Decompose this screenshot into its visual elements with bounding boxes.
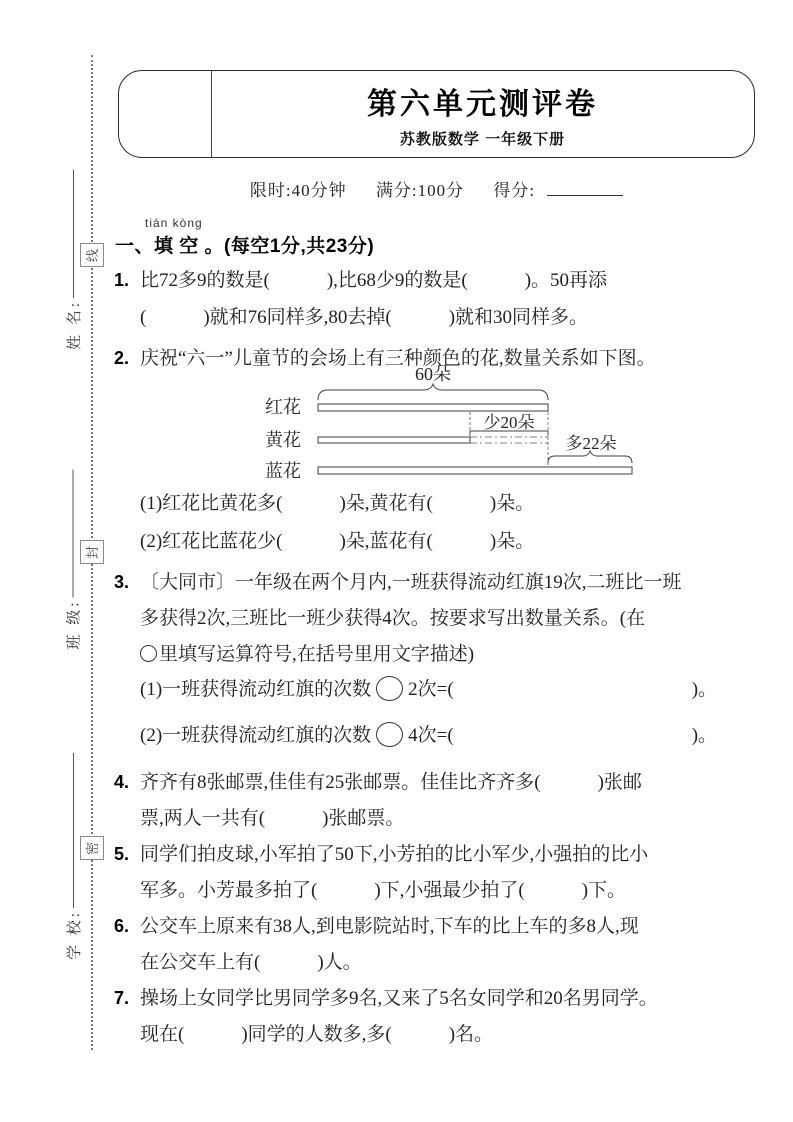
equation-operand: 4次=( — [408, 725, 454, 746]
question-number: 1. — [114, 270, 130, 290]
question-number: 3. — [114, 572, 130, 592]
question-text: 公交车上原来有38人,到电影院站时,下车的比上车的多8人,现 — [140, 916, 639, 937]
question-line: 票,两人一共有( )张邮票。 — [140, 808, 405, 829]
question-text: 齐齐有8张邮票,佳佳有25张邮票。佳佳比齐齐多( )张邮 — [140, 772, 642, 793]
equation-close: )。 — [691, 725, 718, 746]
student-class-field — [61, 447, 85, 650]
question-text: 庆祝“六一”儿童节的会场上有三种颜色的花,数量关系如下图。 — [140, 348, 656, 369]
question-line: ( )就和76同样多,80去掉( )就和30同样多。 — [140, 307, 589, 328]
equation-close: )。 — [691, 679, 718, 700]
total-brace — [318, 384, 548, 400]
name-field-line — [73, 170, 74, 298]
question-line — [114, 764, 759, 801]
question-line — [114, 564, 759, 601]
section-1-heading: 一、填 空 。(每空1分,共23分) — [115, 236, 375, 257]
paper-subtitle: 苏教版数学 一年级下册 — [399, 131, 566, 148]
question-3 — [114, 564, 759, 673]
more-label: 多22朵 — [565, 434, 617, 453]
equation-prefix: (1)一班获得流动红旗的次数 — [140, 679, 372, 700]
header-title-box — [118, 70, 755, 158]
question-7 — [114, 980, 759, 1053]
question-line: 多获得2次,三班比一班少获得4次。按要求写出数量关系。(在 — [140, 608, 646, 629]
question-number: 6. — [114, 916, 130, 936]
diagram-row-label-blue: 蓝花 — [265, 461, 301, 481]
question-text: 里填写运算符号,在括号里用文字描述) — [159, 644, 475, 665]
score-blank-line — [547, 182, 623, 196]
paper-title: 第六单元测评卷 — [367, 88, 598, 121]
operator-circle-icon — [376, 722, 403, 747]
operator-circle-icon — [376, 676, 403, 701]
diagram-row-label-yellow: 黄花 — [265, 430, 301, 450]
question-line: 军多。小芳最多拍了( )下,小强最少拍了( )下。 — [140, 880, 627, 901]
question-line: 在公交车上有( )人。 — [140, 952, 362, 973]
student-name-field — [61, 150, 85, 350]
question-text: 操场上女同学比男同学多9名,又来了5名女同学和20名男同学。 — [140, 988, 658, 1009]
question-line — [114, 262, 759, 299]
question-6 — [114, 908, 759, 981]
question-line — [114, 980, 759, 1017]
question-line — [114, 908, 759, 945]
question-number: 2. — [114, 348, 130, 368]
section-1-heading-block — [115, 216, 374, 258]
class-field-line — [72, 470, 73, 598]
yellow-flower-bar — [318, 437, 470, 443]
question-4 — [114, 764, 759, 837]
question-3-equation-2 — [114, 718, 759, 754]
equation-line — [114, 672, 759, 708]
question-1 — [114, 262, 759, 336]
student-school-field — [61, 730, 85, 960]
full-score-label: 满分:100分 — [375, 181, 465, 200]
operator-circle-icon — [140, 645, 157, 662]
equation-prefix: (2)一班获得流动红旗的次数 — [140, 725, 372, 746]
school-field-line — [73, 753, 74, 908]
question-line — [114, 637, 759, 673]
question-line: (1)红花比黄花多( )朵,黄花有( )朵。 — [140, 493, 535, 514]
pinyin-annotation: tián kòng — [145, 216, 203, 230]
question-number: 4. — [114, 772, 130, 792]
equation-line — [114, 718, 759, 754]
question-3-equation-1 — [114, 672, 759, 708]
diagram-row-label-red: 红花 — [265, 397, 301, 417]
class-field-label: 班 级: — [66, 599, 82, 650]
equation-operand: 2次=( — [408, 679, 454, 700]
red-flower-bar — [318, 404, 548, 411]
seal-char-label: 线 — [85, 248, 101, 262]
seal-char-label: 封 — [85, 545, 101, 559]
question-number: 5. — [114, 844, 130, 864]
question-2-sub-1 — [114, 486, 759, 522]
question-number: 7. — [114, 988, 130, 1008]
less-label: 少20朵 — [483, 413, 535, 432]
question-text: 比72多9的数是( ),比68少9的数是( )。50再添 — [140, 270, 608, 291]
question-text: 〔大同市〕一年级在两个月内,一班获得流动红旗19次,二班比一班 — [140, 572, 682, 593]
name-field-label: 姓 名: — [66, 300, 83, 350]
flower-bar-diagram — [255, 363, 680, 483]
seal-char-label: 密 — [85, 841, 101, 855]
question-line: 现在( )同学的人数多,多( )名。 — [140, 1024, 494, 1045]
total-label: 60朵 — [415, 364, 451, 384]
blue-flower-bar — [318, 467, 632, 474]
header-title-area — [211, 71, 754, 157]
meta-line — [118, 176, 755, 201]
school-field-label: 学 校: — [66, 910, 83, 960]
question-2-sub-2 — [114, 524, 759, 560]
question-5 — [114, 836, 759, 909]
question-text: 同学们拍皮球,小军拍了50下,小芳拍的比小军少,小强拍的比小 — [140, 844, 649, 865]
time-limit-label: 限时:40分钟 — [249, 181, 347, 200]
score-label: 得分: — [493, 181, 536, 200]
question-line: (2)红花比蓝花少( )朵,蓝花有( )朵。 — [140, 531, 535, 552]
question-line — [114, 836, 759, 873]
